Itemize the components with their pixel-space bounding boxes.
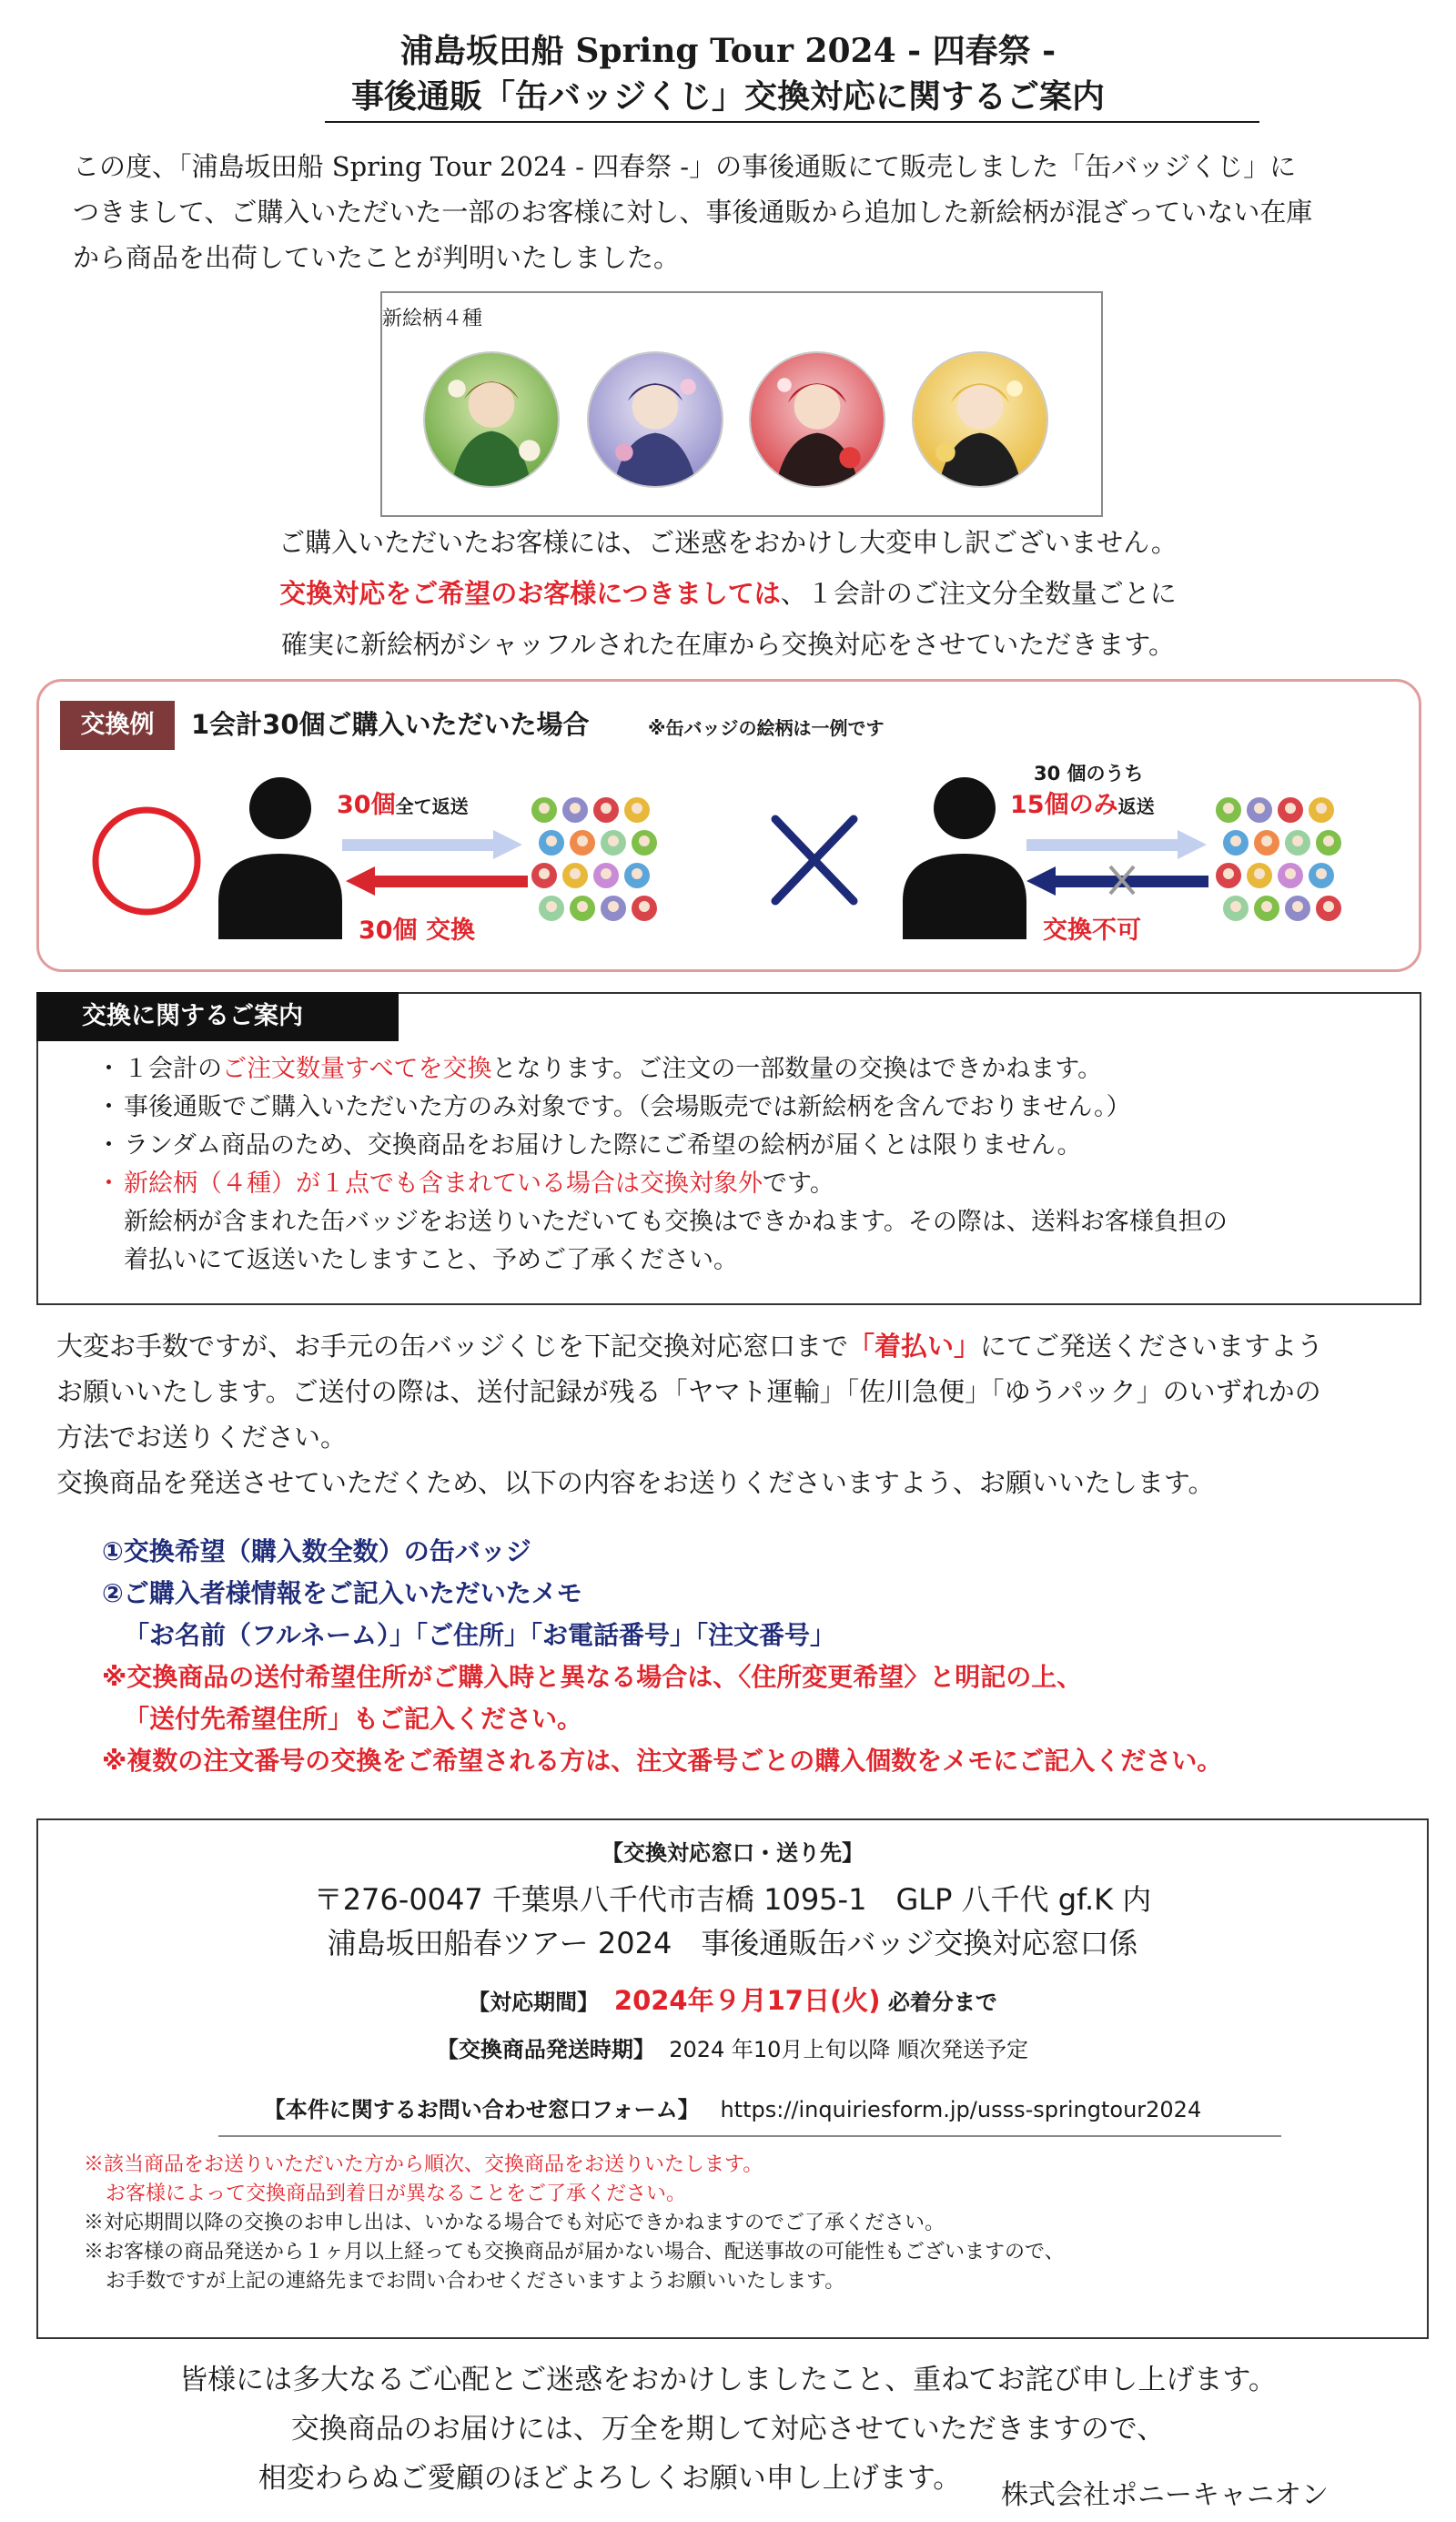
person-icon (903, 777, 1026, 939)
exchange-example-heading: 1会計30個ご購入いただいた場合 (191, 709, 590, 740)
intro-line: つきまして、ご購入いただいた一部のお客様に対し、事後通販から追加した新絵柄が混ざっていない在庫 (73, 197, 1313, 228)
ng-send-label (1010, 785, 1155, 820)
list-item: 新絵柄が含まれた缶バッジをお送りいただいても交換はできかねます。その際は、送料お客様負担の (124, 1208, 1228, 1236)
exchange-example-tag: 交換例 (60, 701, 175, 750)
list-item: 「お名前（フルネーム）」「ご住所」「お電話番号」「注文番号」 (124, 1620, 836, 1650)
company-name: 株式会社ポニーキャニオン (1001, 2479, 1329, 2511)
small-badge-face-icon (1292, 901, 1303, 912)
note-item: ※対応期間以降の交換のお申し出は、いかなる場合でも対応できかねますのでご了承ください。 (84, 2212, 945, 2234)
small-badge-face-icon (546, 901, 557, 912)
new-designs-label: 新絵柄４種 (382, 308, 483, 330)
small-badge-face-icon (639, 836, 650, 846)
inquiry-form-link[interactable]: https://inquiriesform.jp/usss-springtour2024 (720, 2097, 1202, 2122)
new-design-badge (587, 351, 723, 488)
arrow-right-icon (1026, 830, 1207, 859)
small-badge-face-icon (1261, 901, 1272, 912)
small-badge-face-icon (1230, 836, 1241, 846)
list-item: ・ １会計のご注文数量すべてを交換となります。ご注文の一部数量の交換はできかねます。 (96, 1055, 1103, 1083)
small-badge-face-icon (1261, 836, 1272, 846)
ok-circle-icon (96, 810, 197, 912)
small-badge-face-icon (1323, 836, 1334, 846)
apology-line-1: ご購入いただいたお客様には、ご迷惑をおかけし大変申し訳ございません。 (278, 527, 1178, 558)
title-line-2: 事後通販「缶バッジくじ」交換対応に関するご案内 (350, 77, 1105, 116)
note-item: ※該当商品をお送りいただいた方から順次、交換商品をお送りいたします。 (84, 2153, 763, 2176)
exchange-diagram (36, 755, 1421, 970)
ng-send-count: 15個のみ (1010, 791, 1118, 819)
small-badge-face-icon (1223, 803, 1234, 814)
ok-send-count: 30個 (337, 791, 396, 819)
instruction-line: お願いいたします。ご送付の際は、送付記録が残る「ヤマト運輸」「佐川急便」「ゆうパック」のいずれかの (56, 1376, 1321, 1407)
exchange-example-note: ※缶バッジの絵柄は一例です (648, 717, 885, 739)
note-item: お客様によって交換商品到着日が異なることをご了承ください。 (106, 2183, 687, 2205)
badge-cluster-icon (1215, 796, 1342, 922)
list-item: 着払いにて返送いたしますこと、予めご了承ください。 (124, 1246, 738, 1274)
small-badge-face-icon (1316, 868, 1327, 879)
ng-cross-icon (775, 819, 854, 901)
small-badge-face-icon (570, 803, 581, 814)
person-icon (218, 777, 342, 939)
ok-send-label (337, 785, 469, 820)
small-badge-face-icon (577, 836, 588, 846)
list-item: ・ 事後通販でご購入いただいた方のみ対象です。（会場販売では新絵柄を含んでおりません。） (96, 1093, 1131, 1121)
list-item: 「送付先希望住所」もご記入ください。 (124, 1704, 583, 1734)
small-badge-face-icon (570, 868, 581, 879)
small-badge-face-icon (539, 868, 550, 879)
note-item: お手数ですが上記の連絡先までお問い合わせくださいますようお願いいたします。 (106, 2270, 845, 2293)
small-badge-face-icon (539, 803, 550, 814)
intro-line: から商品を出荷していたことが判明いたしました。 (73, 242, 681, 273)
list-item: ・ ランダム商品のため、交換商品をお届けした際にご希望の絵柄が届くとは限りません。 (96, 1131, 1082, 1160)
small-badge-face-icon (1254, 868, 1265, 879)
small-badge-face-icon (1254, 803, 1265, 814)
destination-heading: 【交換対応窓口・送り先】 (602, 1840, 864, 1866)
destination-divider (218, 2135, 1281, 2137)
small-badge-face-icon (1292, 836, 1303, 846)
apology-line-2-rest: 、１会計のご注文分全数量ごとに (780, 578, 1177, 609)
list-item: ・ 新絵柄（４種）が１点でも含まれている場合は交換対象外です。 (96, 1170, 834, 1198)
instruction-line: 大変お手数ですが、お手元の缶バッジくじを下記交換対応窓口まで「着払い」にてご発送くださいますよう (56, 1331, 1324, 1362)
closing-line-3: 相変わらぬご愛顧のほどよろしくお願い申し上げます。 (258, 2462, 962, 2495)
intro-paragraph (73, 144, 1392, 280)
instruction-line: 交換商品を発送させていただくため、以下の内容をお送りくださいますよう、お願いいたします。 (56, 1467, 1215, 1498)
response-period: 【対応期間】 2024年９月17日(火) 必着分まで (468, 1985, 997, 2016)
destination-recipient: 浦島坂田船春ツアー 2024 事後通販缶バッジ交換対応窓口係 (327, 1926, 1138, 1960)
title-line-1: 浦島坂田船 Spring Tour 2024 - 四春祭 - (399, 32, 1057, 70)
new-design-badge (423, 351, 560, 488)
small-badge-face-icon (577, 901, 588, 912)
ng-caption: 30 個のうち (1034, 763, 1144, 785)
small-badge-face-icon (639, 901, 650, 912)
instructions-paragraph (56, 1323, 1421, 1505)
small-badge-face-icon (1230, 901, 1241, 912)
arrow-left-icon (1026, 866, 1208, 896)
small-badge-face-icon (601, 803, 612, 814)
arrow-right-icon (342, 830, 522, 859)
small-badge-face-icon (1323, 901, 1334, 912)
arrow-left-icon (346, 866, 528, 896)
list-item: ①交換希望（購入数全数）の缶バッジ (102, 1536, 531, 1566)
exchange-guide-list (96, 1050, 1389, 1280)
note-item: ※お客様の商品発送から１ヶ月以上経っても交換商品が届かない場合、配送事故の可能性もございますので、 (84, 2241, 1065, 2264)
instruction-line: 方法でお送りください。 (56, 1422, 348, 1453)
apology-line-3: 確実に新絵柄がシャッフルされた在庫から交換対応をさせていただきます。 (281, 629, 1175, 660)
required-items-list (102, 1531, 1431, 1782)
closing-line-1: 皆様には多大なるご心配とご迷惑をおかけしましたこと、重ねてお詫び申し上げます。 (179, 2364, 1277, 2396)
ok-send-text: 全て返送 (395, 795, 469, 817)
apology-line-2 (0, 568, 1456, 619)
closing-line-2: 交換商品のお届けには、万全を期して対応させていただきますので、 (290, 2413, 1166, 2446)
new-design-badge (749, 351, 885, 488)
small-badge-face-icon (608, 836, 619, 846)
destination-notes (84, 2151, 1412, 2296)
small-badge-face-icon (608, 901, 619, 912)
badge-cluster-icon (531, 796, 658, 922)
small-badge-face-icon (632, 868, 642, 879)
new-design-badge (912, 351, 1048, 488)
small-badge-face-icon (1223, 868, 1234, 879)
small-badge-face-icon (1285, 868, 1296, 879)
small-badge-face-icon (601, 868, 612, 879)
small-badge-face-icon (632, 803, 642, 814)
ng-result-label: 交換不可 (1043, 917, 1141, 945)
list-item: ※複数の注文番号の交換をご希望される方は、注文番号ごとの購入個数をメモにご記入ください。 (102, 1746, 1223, 1776)
list-item: ②ご購入者様情報をご記入いただいたメモ (102, 1578, 582, 1608)
title-underline (325, 121, 1259, 123)
ng-send-text: 返送 (1117, 795, 1155, 817)
small-badge-face-icon (1316, 803, 1327, 814)
exchange-guide-tag: 交換に関するご案内 (36, 992, 399, 1041)
shipping-period: 【交換商品発送時期】 2024 年10月上旬以降 順次発送予定 (436, 2037, 1029, 2062)
ok-receive-label: 30個 交換 (359, 917, 475, 945)
apology-highlight: 交換対応をご希望のお客様につきましては (279, 578, 781, 609)
list-item: ※交換商品の送付希望住所がご購入時と異なる場合は、〈住所変更希望〉と明記の上、 (102, 1662, 1083, 1692)
intro-line: この度、「浦島坂田船 Spring Tour 2024 - 四春祭 -」の事後通販にて販売しました「缶バッジくじ」に (73, 151, 1297, 182)
inquiry-form: 【本件に関するお問い合わせ窓口フォーム】 https://inquiriesform.jp/usss-springtour2024 (263, 2097, 1202, 2122)
destination-address: 〒276-0047 千葉県八千代市吉橋 1095-1 GLP 八千代 gf.K 内 (313, 1882, 1152, 1917)
small-badge-face-icon (546, 836, 557, 846)
small-badge-face-icon (1285, 803, 1296, 814)
